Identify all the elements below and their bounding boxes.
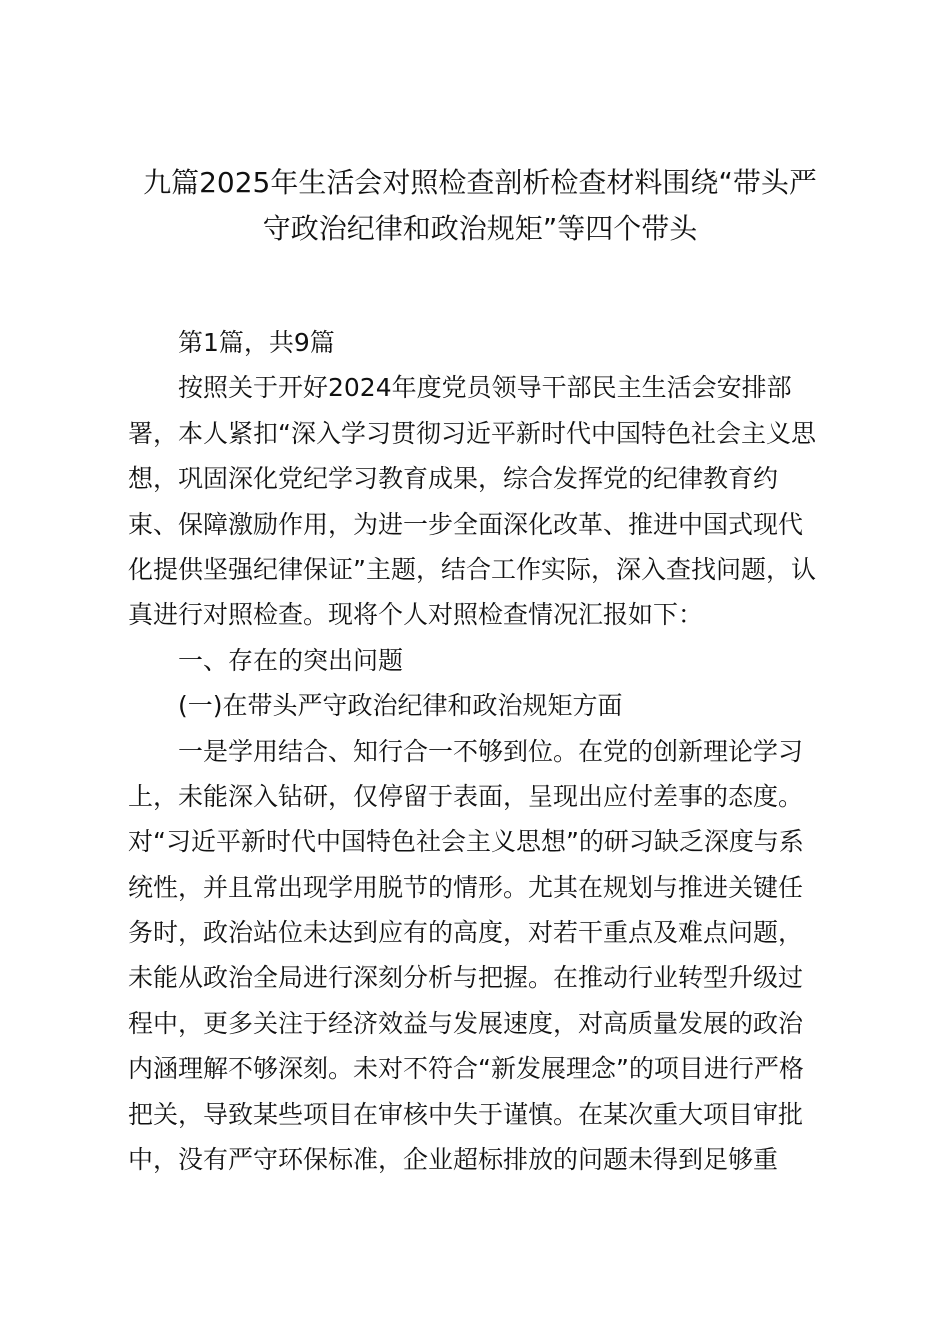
paragraph-line: 统性，并且常出现学用脱节的情形。尤其在规划与推进关键任: [128, 872, 804, 902]
paragraph-line: 务时，政治站位未达到应有的高度，对若干重点及难点问题，: [128, 918, 804, 948]
paragraph-line: 想，巩固深化党纪学习教育成果，综合发挥党的纪律教育约: [128, 464, 779, 494]
subsection-heading: (一)在带头严守政治纪律和政治规矩方面: [178, 691, 623, 721]
paragraph-line: 上，未能深入钻研，仅停留于表面，呈现出应付差事的态度。: [128, 781, 804, 811]
paragraph-line: 中，没有严守环保标准，企业超标排放的问题未得到足够重: [128, 1145, 779, 1175]
paragraph-line: 对“习近平新时代中国特色社会主义思想”的研习缺乏深度与系: [128, 827, 804, 857]
section-heading: 一、存在的突出问题: [178, 645, 404, 675]
title-line-2: 守政治纪律和政治规矩”等四个带头: [262, 212, 698, 245]
paragraph-line: 按照关于开好2024年度党员领导干部民主生活会安排部: [178, 373, 792, 403]
paragraph-line: 把关，导致某些项目在审核中失于谨慎。在某次重大项目审批: [128, 1099, 804, 1129]
paragraph-line: 程中，更多关注于经济效益与发展速度，对高质量发展的政治: [128, 1008, 804, 1038]
paragraph-line: 化提供坚强纪律保证”主题，结合工作实际，深入查找问题，认: [128, 554, 816, 584]
paragraph-line: 内涵理解不够深刻。未对不符合“新发展理念”的项目进行严格: [128, 1054, 804, 1084]
paragraph-line: 一是学用结合、知行合一不够到位。在党的创新理论学习: [178, 736, 804, 766]
title-line-1: 九篇2025年生活会对照检查剖析检查材料围绕“带头严: [143, 166, 817, 199]
paragraph-line: 真进行对照检查。现将个人对照检查情况汇报如下：: [128, 600, 704, 630]
paragraph-line: 署，本人紧扣“深入学习贯彻习近平新时代中国特色社会主义思: [128, 418, 816, 448]
paragraph-line: 未能从政治全局进行深刻分析与把握。在推动行业转型升级过: [128, 963, 804, 993]
document-title: [120, 160, 840, 252]
document-body: [128, 320, 838, 1182]
part-label: 第1篇，共9篇: [178, 328, 335, 357]
paragraph-line: 束、保障激励作用，为进一步全面深化改革、推进中国式现代: [128, 509, 804, 539]
